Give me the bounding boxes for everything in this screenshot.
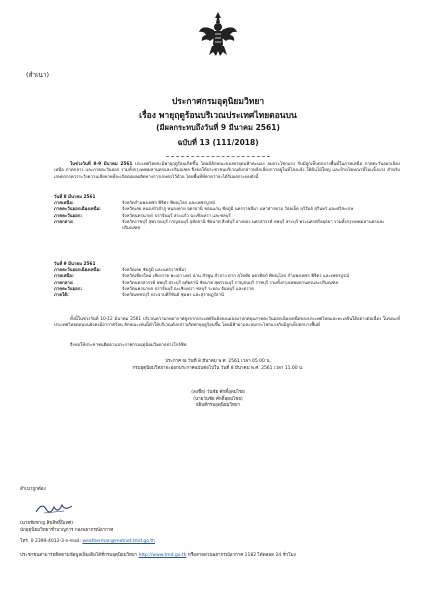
day-section: [54, 262, 402, 299]
email-link[interactable]: weatherman@metnet.tmd.go.th: [82, 539, 155, 544]
contact-line: [20, 539, 155, 546]
region-row: [54, 293, 402, 299]
region-provinces: จังหวัดนครนายก ปราจีนบุรี ฉะเชิงเทรา ชลบุรี ระยอง จันทบุรี และตราด: [122, 286, 254, 292]
info-suffix: หรือสายด่วนพยากรณ์อากาศ 1182 ได้ตลอด 24 ชั่วโมง: [186, 553, 296, 558]
day-heading: วันที่ 8 มีนาคม 2561: [54, 195, 96, 200]
region-provinces: จังหวัดเพชรบุรี ประจวบคีรีขันธ์ ชุมพร และสุราษฎร์ธานี: [122, 293, 224, 299]
region-provinces: จังหวัดนครนายก ปราจีนบุรี สระแก้ว ฉะเชิงเทรา และชลบุรี: [122, 213, 231, 219]
day-heading: วันที่ 9 มีนาคม 2561: [54, 262, 96, 267]
officer-position: นักอุตุนิยมวิทยาชำนาญการ กองพยากรณ์อากาศ: [20, 527, 114, 533]
region-provinces: จังหวัดเลย หนองบัวลำภู หนองคาย อุดรธานี ขอนแก่น ชัยภูมิ นครราชสีมา มหาสารคาม ร้อยเอ็ด บุรีรัมย์ สุรินทร์ และศรีสะเกษ: [122, 207, 354, 213]
day-section: [54, 195, 402, 232]
intro-paragraph: [54, 162, 400, 181]
effect-date: (มีผลกระทบถึงวันที่ 9 มีนาคม 2561): [156, 123, 280, 132]
intro-lead: ในช่วงวันที่ 8-9 มีนาคม 2561: [70, 162, 133, 167]
info-prefix: ประชาชนสามารถติดตามข้อมูลเพิ่มเติมได้ที่กรมอุตุนิยมวิทยา: [20, 553, 139, 558]
signer-position: อธิบดีกรมอุตุนิยมวิทยา: [195, 403, 241, 408]
region-provinces: จังหวัดเลย ชัยภูมิ และนครราชสีมา: [122, 268, 187, 274]
region-label: ภาคกลาง:: [54, 219, 74, 225]
public-info-line: [20, 553, 420, 560]
issue-number: ฉบับที่ 13 (111/2018): [177, 138, 259, 147]
handwritten-signature: [34, 500, 74, 516]
advice-line: จึงขอให้ประชาชนติดตามประกาศกรมอุตุนิยมวิทยาอย่างใกล้ชิด: [70, 343, 187, 348]
intro-text: ประเทศไทยจะมีพายุฤดูร้อนเกิดขึ้น โดยมีลักษณะของพายุฝนฟ้าคะนอง ลมกระโชกแรง กับมีลูกเห็บตกบางพื้นที่ในภาคเหนือ ภาคตะวันออกเฉียงเหนือ ภาคกลาง และภาคตะวันออก รวมทั้งกรุงเทพมหานครและปริมณฑล จึงขอให้ประชาชนบริเวณดังกล่าวหลีกเลี่ยงการอยู่ในที่โล่งแจ้ง ใต้ต้นไม้ใหญ่ และป้ายโฆษณาที่ไม่แข็งแรง สำหรับเกษตรกรควรระวังความเสียหายที่จะเกิดต่อผลผลิตทางการเกษตรไว้ด้วย โดยพื้นที่ที่คาดว่าจะได้รับผลกระทบดังนี้: [54, 162, 400, 180]
region-provinces: จังหวัดเชียงใหม่ เชียงราย พะเยา แพร่ น่าน ลำพูน ลำปาง ตาก สุโขทัย อุตรดิตถ์ พิษณุโลก กำแพงเพชร พิจิตร และเพชรบูรณ์: [122, 274, 350, 280]
region-provinces: จังหวัดกำแพงเพชร พิจิตร พิษณุโลก และเพชรบูรณ์: [122, 201, 215, 207]
officer-name: (นายชัยชาญ ลิขสิทธิ์นิเทศ): [20, 521, 74, 526]
region-row: [54, 220, 402, 232]
signer-name: (นายวันชัย ศักดิ์อุดมไชย): [193, 396, 243, 402]
issued-block: [0, 359, 436, 372]
region-label: ภาคตะวันออกเฉียงเหนือ:: [54, 207, 101, 213]
region-label: ภาคตะวันออก:: [54, 213, 83, 219]
next-announcement: กรมอุตุนิยมวิทยาจะออกประกาศฉบับต่อไปใน วันที่ 8 มีนาคม พ.ศ. 2561 เวลา 11.00 น.: [132, 365, 304, 371]
garuda-emblem-icon: [198, 10, 238, 58]
announcement-title: ประกาศกรมอุตุนิยมวิทยา: [171, 97, 265, 107]
region-label: ภาคกลาง:: [54, 280, 74, 286]
closing-paragraph: ทั้งนี้ในช่วงวันที่ 10-12 มีนาคม 2561 บริเวณความกดอากาศสูงจากประเทศจีนยังคงแผ่ลงมาปกคลุมภาคตะวันออกเฉียงเหนือของประเทศไทยและทะเลจีนใต้อย่างต่อเนื่อง ในขณะที่ประเทศไทยตอนบนยังคงมีอากาศร้อน ลักษณะเช่นนี้ทำให้บริเวณดังกล่าวเกิดพายุฤดูร้อนขึ้น โดยมีฟ้าผ่าและลมกระโชกแรงกับมีลูกเห็บตกบางพื้นที่: [54, 317, 400, 329]
announced-date: ประกาศ ณ วันที่ 8 มีนาคม พ.ศ. 2561 เวลา 05.00 น.: [165, 359, 271, 364]
officer-block: [20, 521, 113, 534]
signature-block: [0, 390, 436, 410]
region-label: ภาคใต้:: [54, 293, 69, 299]
region-provinces: จังหวัดนครสวรรค์ ลพบุรี สระบุรี อุทัยธานี ชัยนาท สุพรรณบุรี กาญจนบุรี ราชบุรี รวมทั้งกรุงเทพมหานครและปริมณฑล: [122, 280, 339, 286]
region-label: ภาคตะวันออก:: [54, 286, 83, 292]
region-label: ภาคเหนือ:: [54, 274, 74, 280]
region-provinces: จังหวัดราชบุรี สุพรรณบุรี กาญจนบุรี อุทัยธานี ชัยนาท สิงห์บุรี อ่างทอง นครสวรรค์ ลพบุรี สระบุรี พระนครศรีอยุธยา รวมทั้งกรุงเทพมหานครและปริมณฑล: [122, 219, 385, 232]
signed-line: (ลงชื่อ) วันชัย ศักดิ์อุดมไชย: [191, 390, 245, 395]
copy-note: (สำเนา): [26, 71, 50, 79]
region-label: ภาคตะวันออกเฉียงเหนือ:: [54, 268, 101, 274]
region-label: ภาคเหนือ:: [54, 201, 74, 207]
phone-text: โทร. 0 2399-4012-3 e-mail:: [20, 539, 83, 544]
certified-copy-label: สำเนาถูกต้อง: [20, 487, 46, 492]
website-link[interactable]: http://www.tmd.go.th: [138, 553, 187, 558]
title-divider: [166, 156, 270, 157]
announcement-subject: เรื่อง พายุฤดูร้อนบริเวณประเทศไทยตอนบน: [139, 111, 297, 121]
